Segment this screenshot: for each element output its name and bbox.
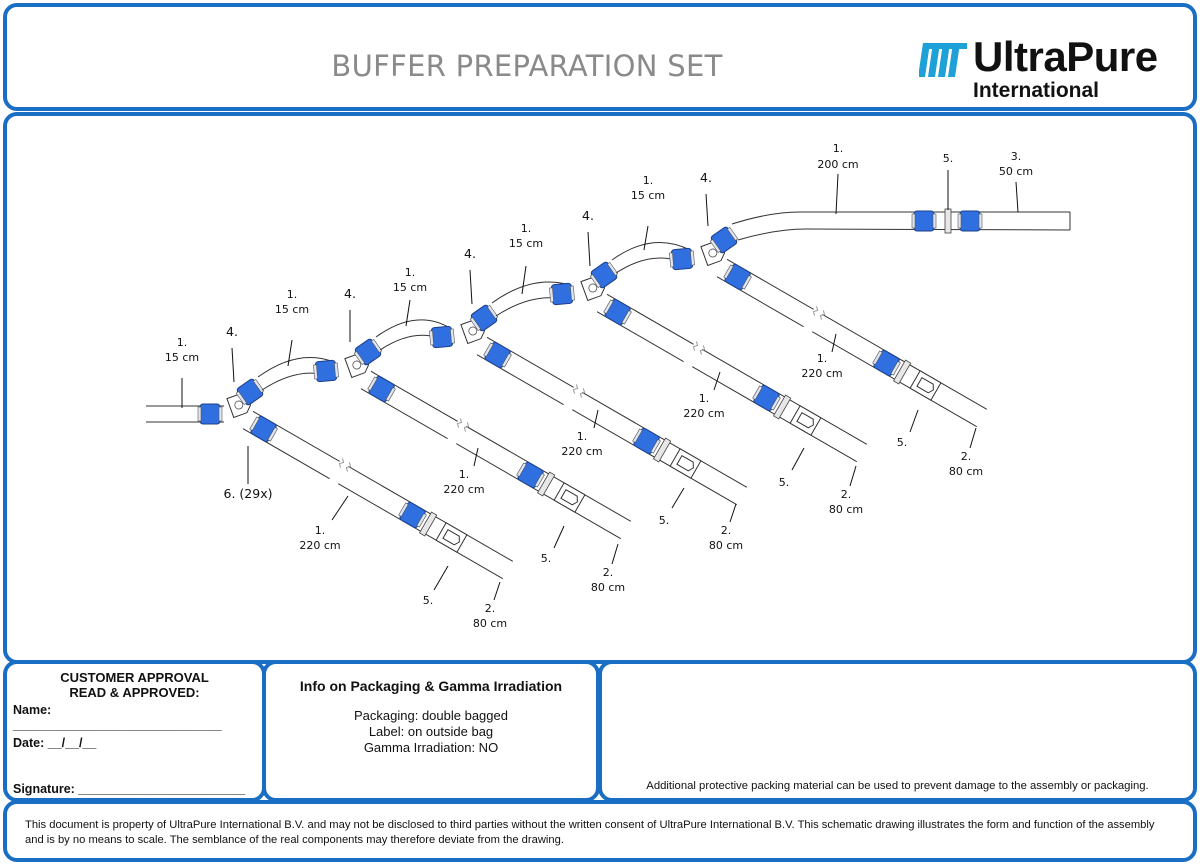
clamp-label: 5. bbox=[658, 514, 670, 527]
bag-label-number: 2. bbox=[484, 602, 496, 615]
outlet-tube-200cm bbox=[738, 229, 1070, 240]
bag-port bbox=[790, 406, 821, 435]
tee-label: 4. bbox=[226, 324, 238, 339]
connector bbox=[669, 248, 695, 270]
bag-label-number: 2. bbox=[720, 524, 732, 537]
connector bbox=[631, 426, 662, 455]
connector bbox=[248, 414, 279, 443]
connector bbox=[912, 211, 936, 231]
logo-stripes-icon bbox=[919, 37, 969, 81]
packing-note: Additional protective packing material can be used to prevent damage to the assembly or packaging. bbox=[646, 780, 1149, 792]
bag-label-length: 80 cm bbox=[828, 503, 864, 516]
bag-label-length: 80 cm bbox=[948, 465, 984, 478]
tube-label-number: 1. bbox=[642, 174, 654, 187]
name-label: Name: bbox=[13, 703, 52, 717]
customer-approval-panel bbox=[3, 660, 266, 802]
connector bbox=[482, 340, 513, 369]
tube-label-number: 1. bbox=[698, 392, 710, 405]
leader-line bbox=[406, 300, 410, 326]
bag-label-length: 80 cm bbox=[472, 617, 508, 630]
leader-line bbox=[714, 372, 720, 390]
inlet-connector bbox=[198, 404, 222, 424]
drawing-title: BUFFER PREPARATION SET bbox=[331, 49, 723, 83]
leader-line bbox=[1016, 182, 1018, 212]
logo-name: UltraPure bbox=[973, 33, 1158, 80]
leader-line bbox=[332, 496, 348, 520]
gamma-line: Gamma Irradiation: NO bbox=[363, 740, 499, 755]
tube-label-length: 220 cm bbox=[299, 539, 341, 552]
leader-line bbox=[232, 348, 234, 382]
bag-label-length: 80 cm bbox=[590, 581, 626, 594]
clamp-label: 5. bbox=[896, 436, 908, 449]
connector bbox=[602, 297, 633, 326]
disclaimer-text: This document is property of UltraPure International B.V. and may not be disclosed to third parties without the written consent of UltraPure International B.V. This schematic drawing illustrates the form and function of the assembly and is by no means to scale. The semblance of the real components may therefore deviate from the drawing. bbox=[25, 819, 1155, 846]
tube-label-length: 15 cm bbox=[164, 351, 200, 364]
tube-label-length: 15 cm bbox=[274, 303, 310, 316]
leader-line bbox=[594, 410, 598, 428]
leader-line bbox=[792, 448, 804, 470]
tee-label: 4. bbox=[582, 208, 594, 223]
tee-label: 4. bbox=[464, 246, 476, 261]
approval-subheading: READ & APPROVED: bbox=[69, 685, 200, 700]
tube-label-length: 200 cm bbox=[817, 158, 859, 171]
leader-line bbox=[522, 266, 526, 294]
tube-label-length: 15 cm bbox=[508, 237, 544, 250]
disclaimer-panel bbox=[3, 800, 1197, 862]
connector bbox=[751, 383, 782, 412]
tube-label-length: 15 cm bbox=[392, 281, 428, 294]
leader-line bbox=[588, 232, 590, 266]
leader-line bbox=[730, 504, 736, 522]
tube-label-length: 220 cm bbox=[443, 483, 485, 496]
connector bbox=[366, 374, 397, 403]
tube-label-length: 220 cm bbox=[561, 445, 603, 458]
bag-port bbox=[554, 483, 585, 512]
leader-line bbox=[474, 448, 478, 466]
approval-heading: CUSTOMER APPROVAL bbox=[60, 670, 209, 685]
label-line: Label: on outside bag bbox=[368, 724, 494, 739]
tube-label-number: 1. bbox=[816, 352, 828, 365]
outlet-label-length: 50 cm bbox=[998, 165, 1034, 178]
logo-subtitle: International bbox=[973, 79, 1100, 102]
connector bbox=[397, 500, 428, 529]
connector bbox=[429, 326, 455, 348]
clamp-label: 5. bbox=[778, 476, 790, 489]
packaging-info-panel bbox=[262, 660, 600, 802]
leader-line bbox=[644, 226, 648, 250]
tee-label: 4. bbox=[700, 170, 712, 185]
leader-line bbox=[494, 582, 500, 600]
assembly-diagram bbox=[7, 116, 1193, 660]
tube-label-length: 220 cm bbox=[683, 407, 725, 420]
connector bbox=[515, 460, 546, 489]
connector bbox=[722, 262, 753, 291]
branch-tube-220cm bbox=[476, 334, 749, 507]
bag-port bbox=[670, 449, 701, 478]
header-panel bbox=[3, 3, 1197, 111]
tube-label-number: 1. bbox=[458, 468, 470, 481]
leader-line bbox=[554, 526, 564, 548]
connector bbox=[313, 360, 339, 382]
note-panel bbox=[598, 660, 1197, 802]
signature-label: Signature: ________________________ bbox=[13, 782, 246, 796]
leader-line bbox=[672, 488, 684, 508]
connector bbox=[871, 348, 902, 377]
clamp-label: 5. bbox=[422, 594, 434, 607]
leader-line bbox=[470, 270, 472, 304]
bag-label-number: 2. bbox=[960, 450, 972, 463]
tube-label-number: 1. bbox=[314, 524, 326, 537]
packaging-line: Packaging: double bagged bbox=[354, 708, 508, 723]
tube-label-number: 1. bbox=[520, 222, 532, 235]
bag-port bbox=[910, 371, 941, 400]
tube-label-number: 1. bbox=[576, 430, 588, 443]
connector-label: 6. (29x) bbox=[223, 486, 273, 501]
packaging-heading: Info on Packaging & Gamma Irradiation bbox=[299, 678, 563, 694]
leader-line bbox=[612, 544, 618, 564]
clamp bbox=[945, 209, 951, 233]
leader-line bbox=[910, 410, 918, 432]
connector bbox=[549, 283, 575, 305]
leader-line bbox=[836, 174, 838, 214]
bag-label-length: 80 cm bbox=[708, 539, 744, 552]
outlet-label-number: 3. bbox=[1010, 150, 1022, 163]
leader-line bbox=[288, 340, 292, 366]
clamp-label: 5. bbox=[942, 152, 954, 165]
drawing-panel bbox=[3, 112, 1197, 664]
leader-line bbox=[434, 566, 448, 590]
name-line: ______________________________ bbox=[13, 718, 222, 732]
connector bbox=[958, 211, 982, 231]
leader-line bbox=[850, 466, 856, 486]
leader-line bbox=[706, 194, 708, 226]
tube-label-number: 1. bbox=[176, 336, 188, 349]
tube-label-length: 15 cm bbox=[630, 189, 666, 202]
tube-label-number: 1. bbox=[832, 142, 844, 155]
clamp-label: 5. bbox=[540, 552, 552, 565]
tee-label: 4. bbox=[344, 286, 356, 301]
bag-label-number: 2. bbox=[602, 566, 614, 579]
outlet-tube-200cm bbox=[732, 212, 1070, 224]
tube-label-number: 1. bbox=[404, 266, 416, 279]
date-label: Date: __/__/__ bbox=[13, 736, 97, 750]
leader-line bbox=[970, 428, 976, 448]
tube-label-length: 220 cm bbox=[801, 367, 843, 380]
bag-port bbox=[436, 523, 467, 552]
tube-label-number: 1. bbox=[286, 288, 298, 301]
bag-label-number: 2. bbox=[840, 488, 852, 501]
